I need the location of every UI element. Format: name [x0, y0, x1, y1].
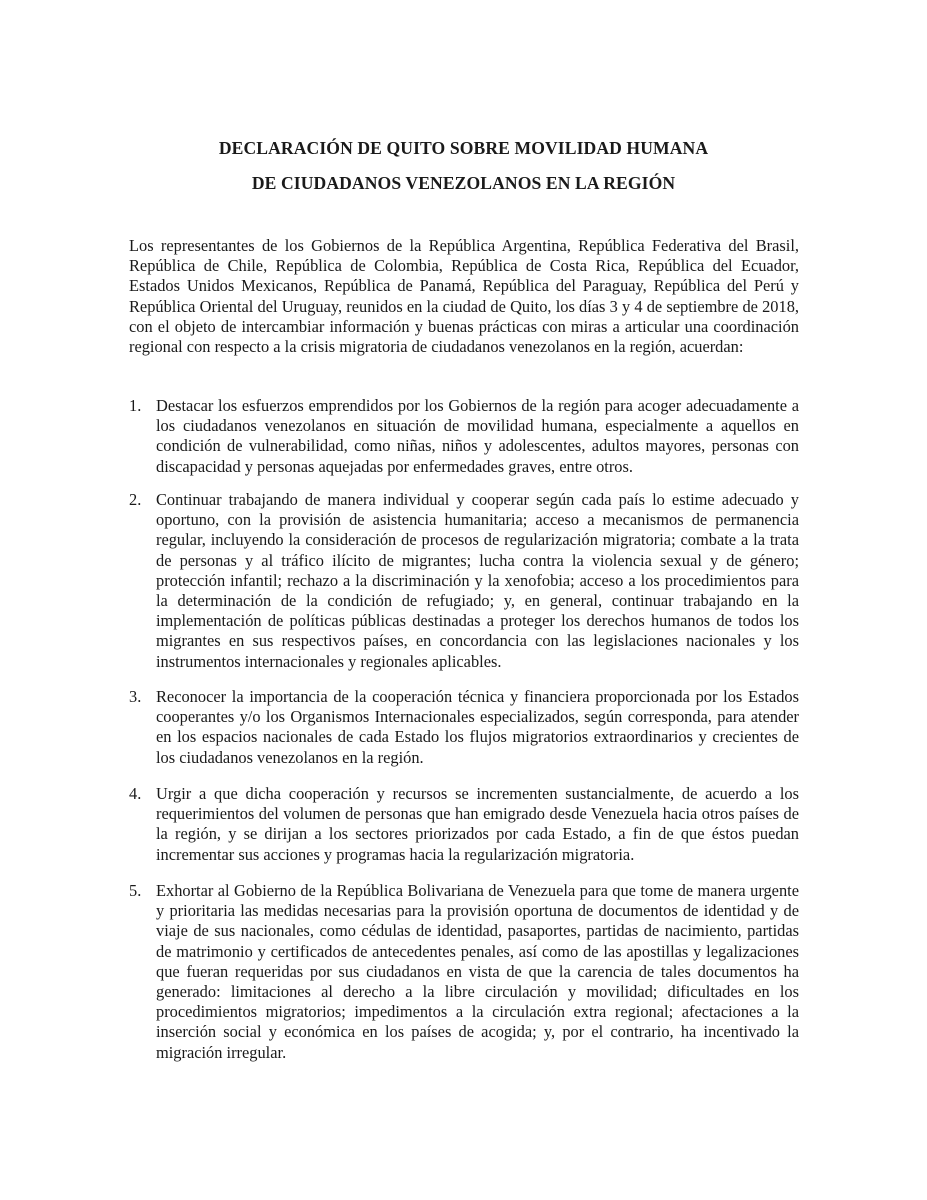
list-item-text: Continuar trabajando de manera individual y cooperar según cada país lo estime adecuado y oportuno, con la provisión de asistencia humanitaria; acceso a mecanismos de permanencia regular, incluyendo la consideración de procesos de regularización migratoria; combate a la trata de personas y al tráfico ilícito de migrantes; lucha contra la violencia sexual y de género; protección infantil; rechazo a la discriminación y la xenofobia; acceso a los procedimientos para la determinación de la condición de refugiado; y, en general, continuar trabajando en la implementación de políticas públicas destinadas a proteger los derechos humanos de todos los migrantes en sus respectivos países, en concordancia con las legislaciones nacionales y los instrumentos internacionales y regionales aplicables.: [156, 490, 799, 671]
list-item-4: [129, 784, 799, 865]
list-item-text: Destacar los esfuerzos emprendidos por los Gobiernos de la región para acoger adecuadamente a los ciudadanos venezolanos en situación de movilidad humana, especialmente a aquellos en condición de vulnerabilidad, como niñas, niños y adolescentes, adultos mayores, personas con discapacidad y personas aquejadas por enfermedades graves, entre otros.: [156, 396, 799, 476]
list-item-number: 3.: [129, 687, 142, 706]
document-title-line-2: DE CIUDADANOS VENEZOLANOS EN LA REGIÓN: [251, 173, 676, 193]
list-item-number: 2.: [129, 490, 142, 509]
list-item-number: 4.: [129, 784, 142, 803]
list-item-1: [129, 396, 799, 477]
list-item-number: 5.: [129, 881, 142, 900]
list-item-text: Urgir a que dicha cooperación y recursos se incrementen sustancialmente, de acuerdo a los requerimientos del volumen de personas que han emigrado desde Venezuela hacia otros países de la región, y se dirijan a los sectores priorizados por cada Estado, a fin de que éstos puedan incrementar sus acciones y programas hacia la regularización migratoria.: [156, 784, 799, 864]
list-item-text: Reconocer la importancia de la cooperación técnica y financiera proporcionada por los Estados cooperantes y/o los Organismos Internacionales especializados, según corresponda, para atender en los espacios nacionales de cada Estado los flujos migratorios extraordinarios y crecientes de los ciudadanos venezolanos en la región.: [156, 687, 799, 767]
list-item-text: Exhortar al Gobierno de la República Bolivariana de Venezuela para que tome de manera urgente y prioritaria las medidas necesarias para la provisión oportuna de documentos de identidad y de viaje de sus nacionales, como cédulas de identidad, pasaportes, partidas de nacimiento, partidas de matrimonio y certificados de antecedentes penales, así como de las apostillas y legalizaciones que fueran requeridas por sus ciudadanos en vista de que la carencia de tales documentos ha generado: limitaciones al derecho a la libre circulación y movilidad; dificultades en los procedimientos migratorios; impedimentos a la circulación extra regional; afectaciones a la inserción social y económica en los países de acogida; y, por el contrario, ha incentivado la migración irregular.: [156, 881, 799, 1062]
list-item-number: 1.: [129, 396, 142, 415]
list-item-2: [129, 490, 799, 672]
document-title-line-1: DECLARACIÓN DE QUITO SOBRE MOVILIDAD HUMANA: [218, 138, 709, 158]
list-item-5: [129, 881, 799, 1063]
intro-paragraph: Los representantes de los Gobiernos de la República Argentina, República Federativa del Brasil, República de Chile, República de Colombia, República de Costa Rica, República del Ecuador, Estados Unidos Mexicanos, República de Panamá, República del Paraguay, República del Perú y República Oriental del Uruguay, reunidos en la ciudad de Quito, los días 3 y 4 de septiembre de 2018, con el objeto de intercambiar información y buenas prácticas con miras a articular una coordinación regional con respecto a la crisis migratoria de ciudadanos venezolanos en la región, acuerdan:: [129, 236, 799, 357]
list-item-3: [129, 687, 799, 768]
